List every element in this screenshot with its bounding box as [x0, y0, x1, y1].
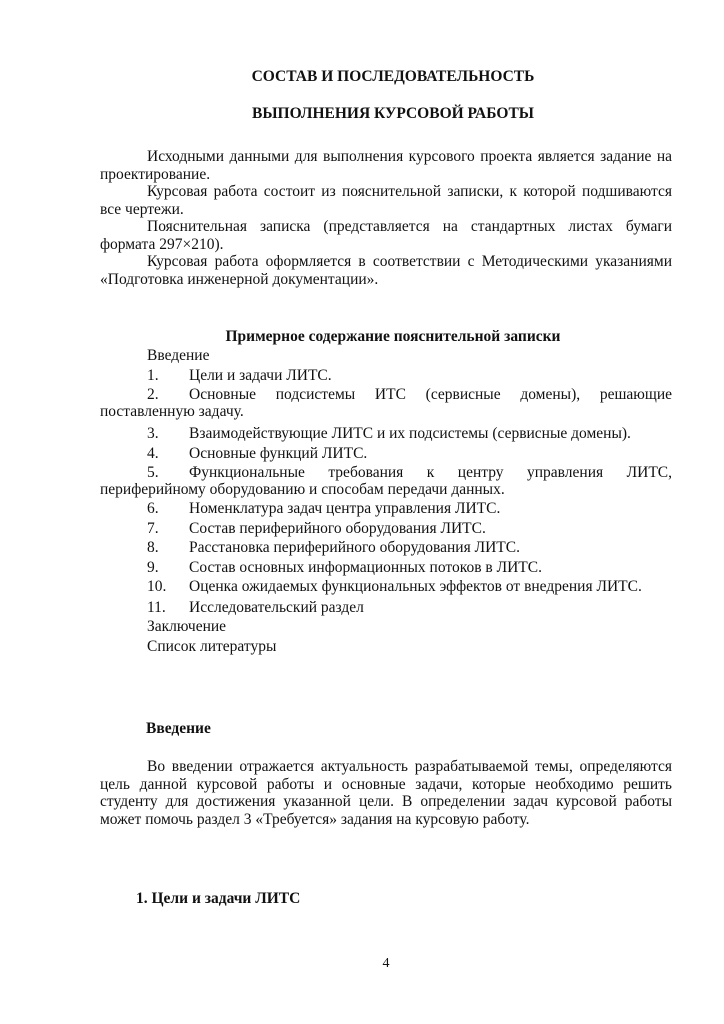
contents-item: 1. Цели и задачи ЛИТС.: [147, 366, 332, 384]
contents-item: 5. Функциональные требования к центру управления ЛИТС, периферийному оборудованию и способам передачи данных.: [100, 463, 672, 499]
contents-references-label: Список литературы: [147, 638, 277, 656]
contents-item: 4. Основные функций ЛИТС.: [147, 445, 368, 463]
contents-item: 3. Взаимодействующие ЛИТС и их подсистемы (сервисные домены).: [147, 424, 631, 442]
page-title-line-2: ВЫПОЛНЕНИЯ КУРСОВОЙ РАБОТЫ: [252, 105, 534, 122]
intro-paragraph: Исходными данными для выполнения курсового проекта является задание на проектирование.: [100, 148, 672, 183]
intro-paragraph: Пояснительная записка (представляется на стандартных листах бумаги формата 297×210).: [100, 218, 672, 253]
contents-heading: Примерное содержание пояснительной записки: [225, 328, 561, 345]
introduction-heading: Введение: [146, 720, 211, 737]
contents-item: 7. Состав периферийного оборудования ЛИТС.: [147, 519, 486, 537]
contents-item: 9. Состав основных информационных потоков в ЛИТС.: [147, 559, 542, 577]
contents-item: 8. Расстановка периферийного оборудования ЛИТС.: [147, 539, 520, 557]
contents-item: 11. Исследовательский раздел: [147, 598, 364, 616]
contents-item: 2. Основные подсистемы ИТС (сервисные домены), решающие поставленную задачу.: [100, 385, 672, 421]
intro-paragraph: Курсовая работа состоит из пояснительной записки, к которой подшиваются все чертежи.: [100, 183, 672, 218]
contents-item: 10. Оценка ожидаемых функциональных эффектов от внедрения ЛИТС.: [147, 578, 642, 596]
contents-conclusion-label: Заключение: [147, 618, 227, 636]
section-1-heading: 1. Цели и задачи ЛИТС: [136, 890, 301, 907]
intro-section: [100, 148, 672, 288]
contents-intro-label: Введение: [147, 347, 210, 364]
contents-item: 6. Номенклатура задач центра управления ЛИТС.: [147, 499, 501, 517]
intro-paragraph: Курсовая работа оформляется в соответствии с Методическими указаниями «Подготовка инженерной документации».: [100, 253, 672, 288]
introduction-section: [100, 758, 672, 828]
page-number: 4: [382, 956, 390, 971]
page-title-line-1: СОСТАВ И ПОСЛЕДОВАТЕЛЬНОСТЬ: [251, 68, 535, 85]
introduction-paragraph: Во введении отражается актуальность разрабатываемой темы, определяются цель данной курсовой работы и основные задачи, которые необходимо решить студенту для достижения указанной цели. В определении задач курсовой работы может помочь раздел 3 «Требуется» задания на курсовую работу.: [100, 758, 672, 828]
contents-list: [100, 346, 672, 657]
